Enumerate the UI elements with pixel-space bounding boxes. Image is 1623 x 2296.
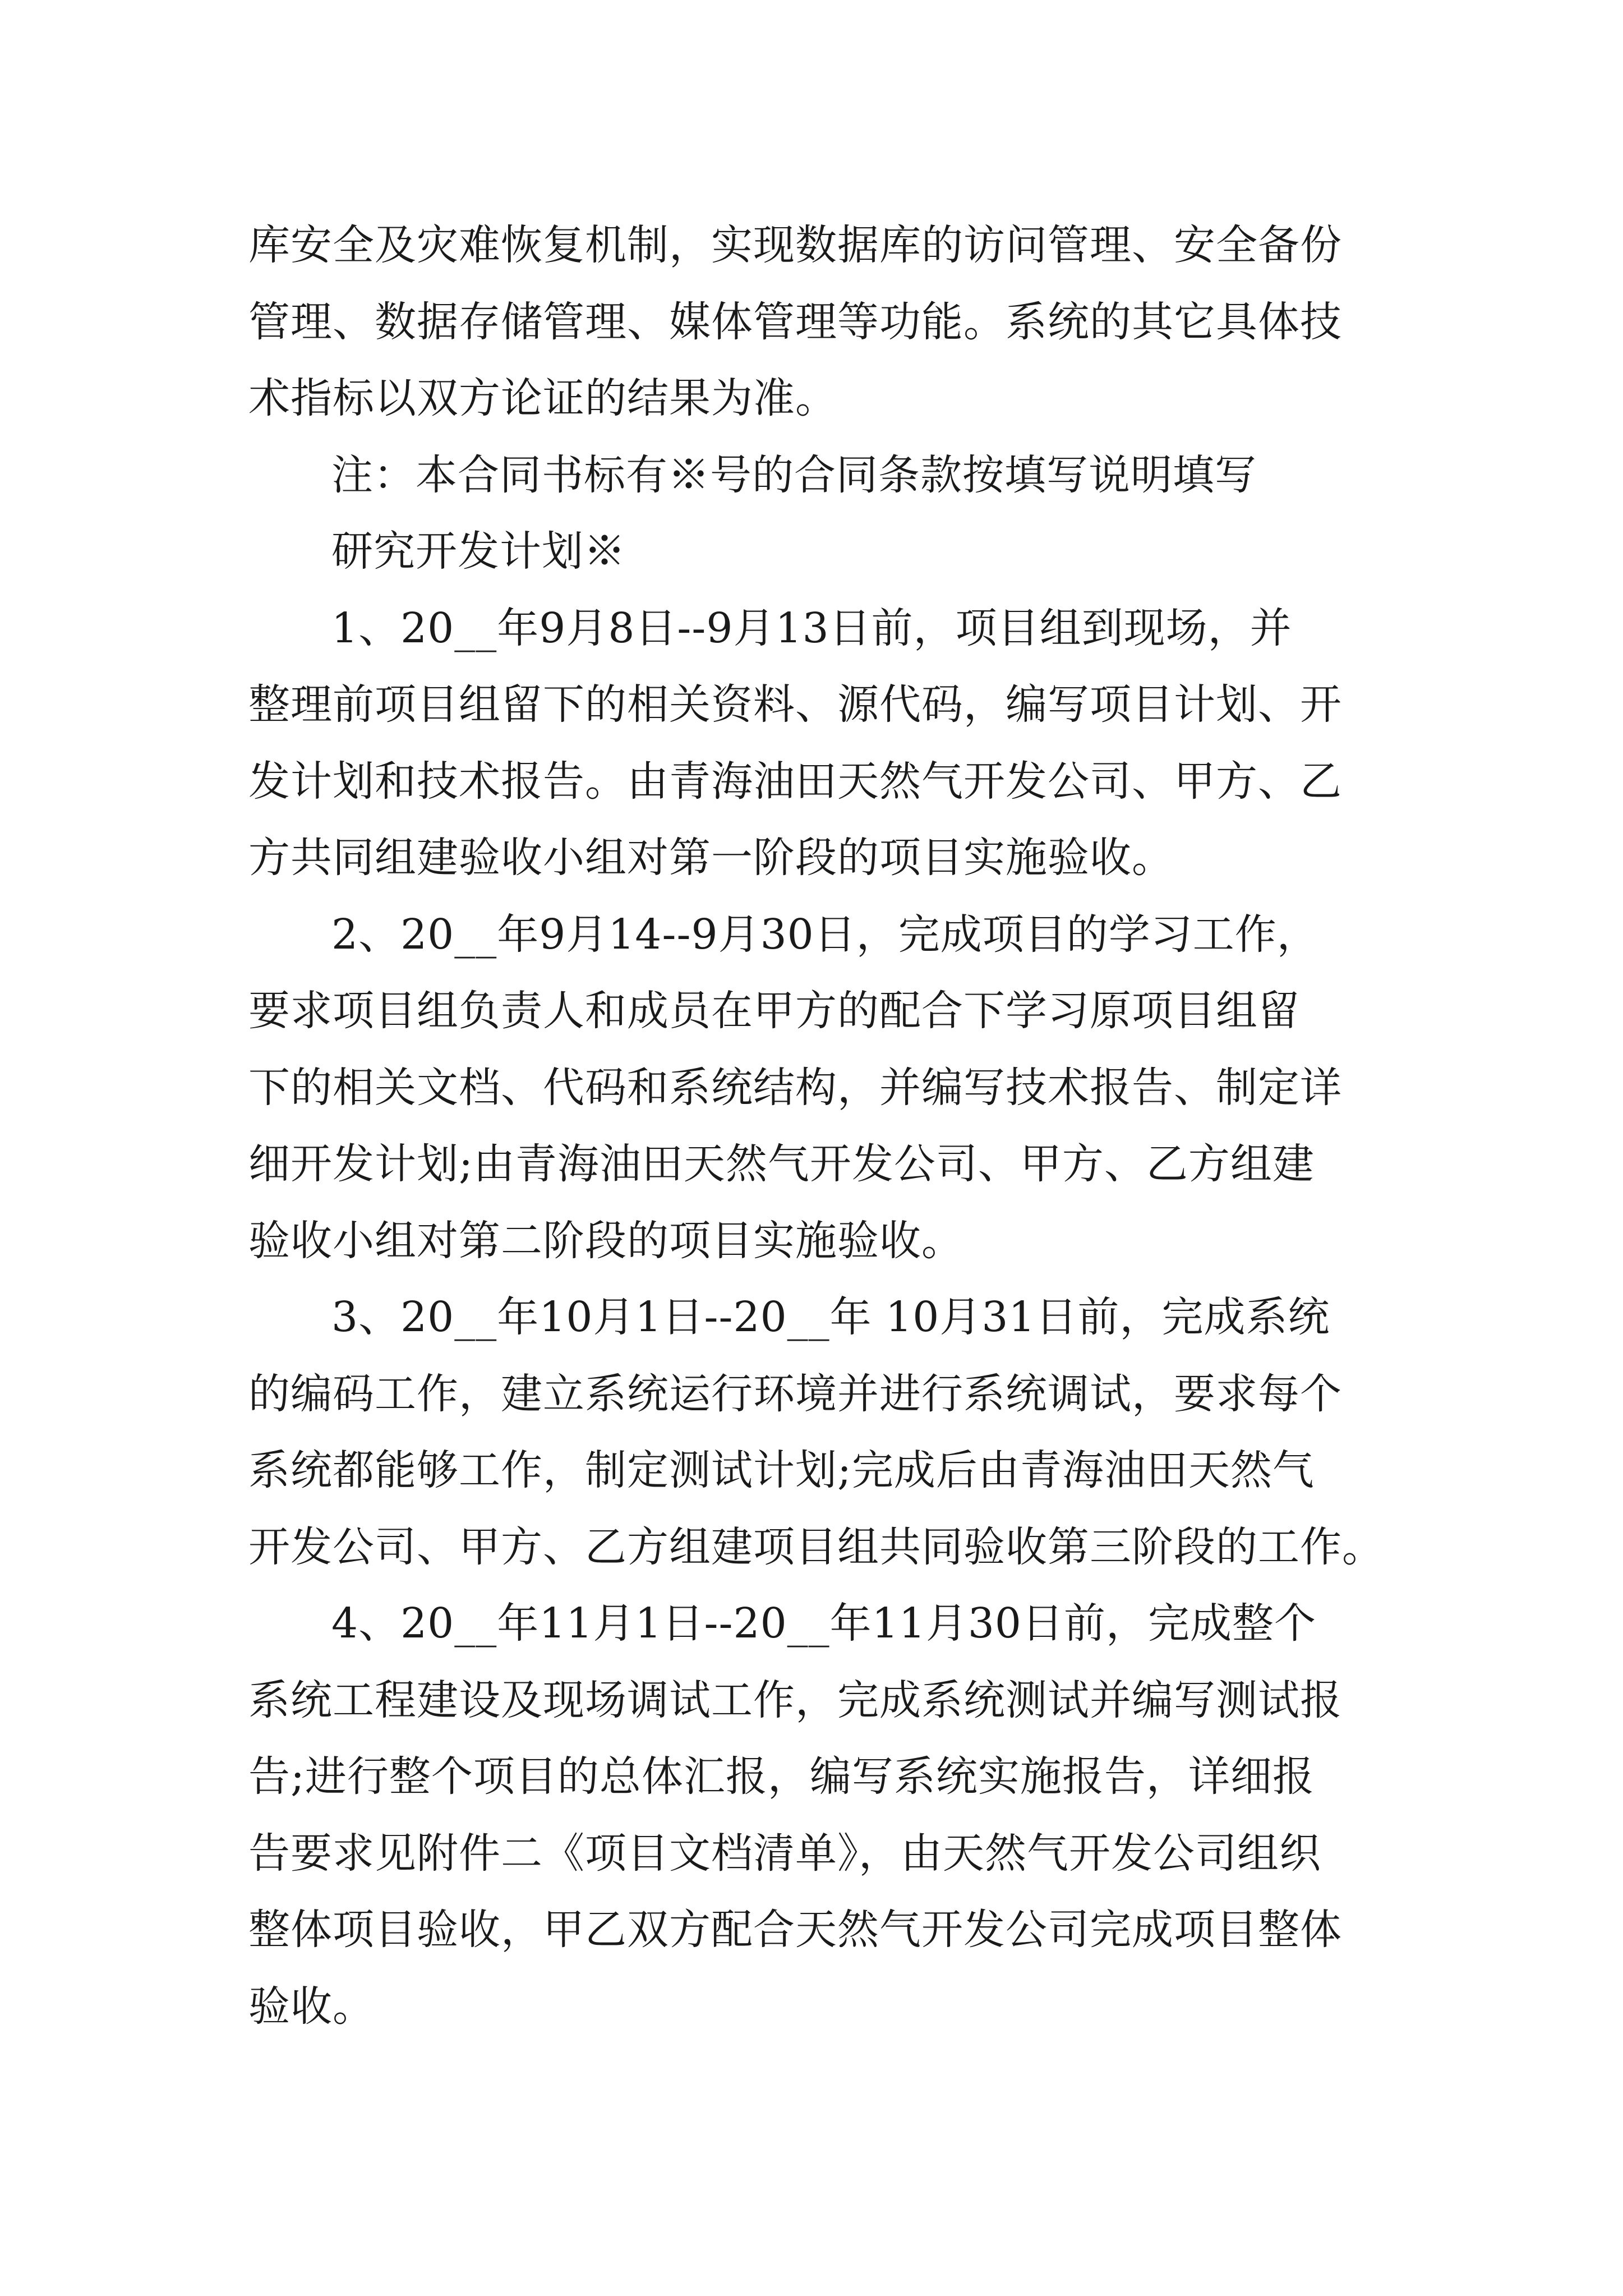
body-text-line: 系统工程建设及现场调试工作，完成系统测试并编写测试报 <box>248 1676 1342 1724</box>
body-text-line: 整体项目验收，甲乙双方配合天然气开发公司完成项目整体 <box>248 1906 1342 1954</box>
plan-item-4: 4、20__年11月1日--20__年11月30日前，完成整个 <box>331 1599 1316 1648</box>
body-text-line: 告要求见附件二《项目文档清单》，由天然气开发公司组织 <box>248 1829 1321 1878</box>
body-text-line: 管理、数据存储管理、媒体管理等功能。系统的其它具体技 <box>248 297 1342 346</box>
body-text-line: 发计划和技术报告。由青海油田天然气开发公司、甲方、乙 <box>248 757 1342 806</box>
body-text-line: 要求项目组负责人和成员在甲方的配合下学习原项目组留 <box>248 987 1300 1035</box>
body-text-line: 告;进行整个项目的总体汇报，编写系统实施报告，详细报 <box>248 1752 1315 1801</box>
contract-note: 注：本合同书标有※号的合同条款按填写说明填写 <box>331 450 1257 499</box>
body-text-line: 细开发计划;由青海油田天然气开发公司、甲方、乙方组建 <box>248 1140 1315 1188</box>
section-heading: 研究开发计划※ <box>331 527 626 576</box>
body-text-line: 下的相关文档、代码和系统结构，并编写技术报告、制定详 <box>248 1063 1342 1112</box>
body-text-line: 验收。 <box>248 1982 375 2031</box>
body-text-line: 整理前项目组留下的相关资料、源代码，编写项目计划、开 <box>248 680 1342 729</box>
body-text-line: 的编码工作，建立系统运行环境并进行系统调试，要求每个 <box>248 1369 1342 1418</box>
plan-item-1: 1、20__年9月8日--9月13日前，项目组到现场，并 <box>331 604 1292 652</box>
body-text-line: 方共同组建验收小组对第一阶段的项目实施验收。 <box>248 834 1174 882</box>
body-text-line: 验收小组对第二阶段的项目实施验收。 <box>248 1216 963 1265</box>
plan-item-2: 2、20__年9月14--9月30日，完成项目的学习工作， <box>331 910 1319 959</box>
document-body <box>248 207 1398 2045</box>
body-text-line: 库安全及灾难恢复机制，实现数据库的访问管理、安全备份 <box>248 221 1342 269</box>
body-text-line: 系统都能够工作，制定测试计划;完成后由青海油田天然气 <box>248 1446 1315 1494</box>
body-text-line: 术指标以双方论证的结果为准。 <box>248 374 837 422</box>
plan-item-3: 3、20__年10月1日--20__年 10月31日前，完成系统 <box>331 1293 1330 1341</box>
body-text-line: 开发公司、甲方、乙方组建项目组共同验收第三阶段的工作。 <box>248 1522 1384 1571</box>
